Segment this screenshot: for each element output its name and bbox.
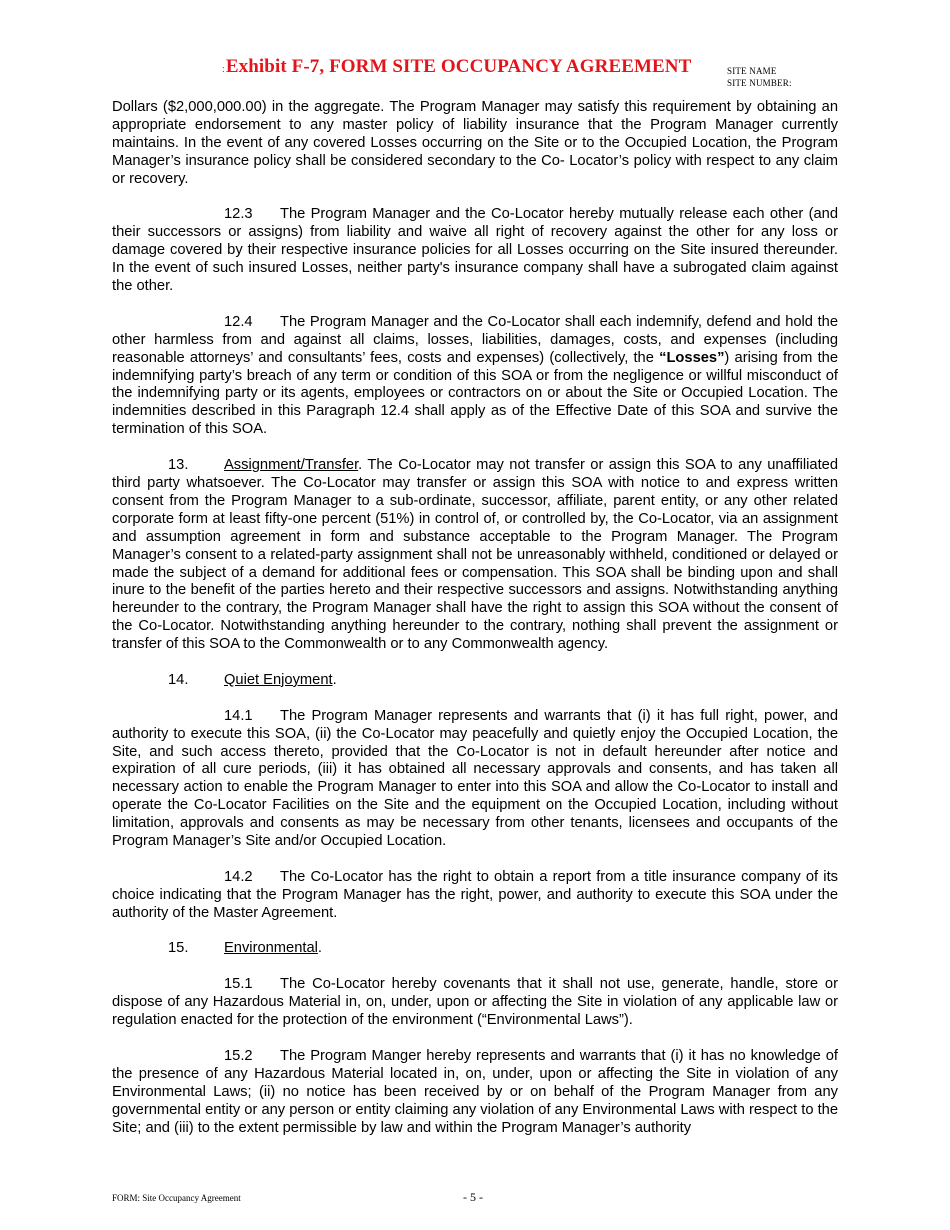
section-title: Quiet Enjoyment: [224, 671, 333, 688]
paragraph-number: 14.2: [224, 868, 253, 885]
section-title-period: .: [332, 671, 337, 688]
page-title: [222, 56, 691, 78]
paragraph-15-1: [112, 976, 838, 1030]
section-title-period: .: [317, 940, 322, 957]
defined-term: “Losses”: [659, 349, 725, 366]
paragraph-15-2: [112, 1048, 838, 1138]
page-number: - 5 -: [463, 1190, 483, 1204]
paragraph-number: 15.2: [224, 1047, 253, 1064]
paragraph-12-4: [112, 314, 838, 439]
section-text: . The Co-Locator may not transfer or assign this SOA to any unaffiliated third party whatsoever. The Co-Locator may transfer or assign this SOA with notice to and express written consent from the Program Manager to a sub-ordinate, successor, affiliate, parent entity, or any other related corporate form at least fifty-one percent (51%) in control of, or controlled by, the Co-Locator, via an assignment and assumption agreement in form and substance acceptable to the Program Manager. The Program Manager’s consent to a related-party assignment shall not be unreasonably withheld, conditioned or delayed or made the subject of a demand for additional fees or compensation. This SOA shall be binding upon and shall inure to the benefit of the parties hereto and their respective successors and assigns. Notwithstanding anything hereunder to the contrary, the Program Manager shall have the right to assign this SOA without the consent of the Co-Locator. Notwithstanding anything hereunder to the contrary, nothing shall prevent the assignment or transfer of this SOA to the Commonwealth or to any Commonwealth agency.: [112, 457, 838, 653]
paragraph-number: 15.1: [224, 976, 253, 993]
section-13: [112, 457, 838, 654]
document-body: [112, 99, 838, 1137]
section-15-heading: [112, 940, 838, 958]
section-14-heading: [112, 672, 838, 690]
paragraph-number: 12.3: [224, 206, 253, 223]
paragraph-text: ) arising from the indemnifying party’s breach of any term or condition of this SOA or from the negligence or willful misconduct of the indemnifying party or its agents, employees or contractors on or about the Site or Occupied Location. The indemnities described in this Paragraph 12.4 shall apply as of the Effective Date of this SOA and survive the termination of this SOA.: [112, 349, 838, 438]
section-number: 15.: [168, 940, 189, 957]
section-number: 13.: [168, 457, 189, 474]
paragraph-text: The Program Manager represents and warrants that (i) it has full right, power, and authority to execute this SOA, (ii) the Co-Locator may peacefully and quietly enjoy the Occupied Location, the Site, and such access thereto, provided that the Co-Locator is not in default hereunder after notice and expiration of all cure periods, (iii) it has obtained all necessary approvals and consents, and has taken all necessary action to enable the Program Manager to enter into this SOA and allow the Co-Locator to install and operate the Co-Locator Facilities on the Site and the equipment on the Occupied Location, including without limitation, approvals and consents as may be necessary from other tenants, licensees and occupants of the Program Manager’s Site and/or Occupied Location.: [112, 707, 838, 850]
paragraph-continuation: Dollars ($2,000,000.00) in the aggregate. The Program Manager may satisfy this requirement by obtaining an appropriate endorsement to any master policy of liability insurance that the Program Manager currently maintains. In the event of any covered Losses occurring on the Site or to the Occupied Location, the Program Manager’s insurance policy shall be considered secondary to the Co- Locator’s policy with respect to any claim or recovery.: [112, 99, 838, 187]
paragraph-text: The Program Manager and the Co-Locator shall each indemnify, defend and hold the other harmless from and against all claims, losses, liabilities, damages, costs, and expenses (including reasonable attorneys’ and consultants’ fees, costs and expenses) (collectively, the: [112, 313, 838, 366]
site-meta: [727, 65, 792, 89]
paragraph-text: The Co-Locator has the right to obtain a report from a title insurance company of its choice indicating that the Program Manager has the right, power, and authority to execute this SOA under the authority of the Master Agreement.: [112, 868, 838, 921]
section-title: Assignment/Transfer: [224, 457, 359, 474]
paragraph-number: 12.4: [224, 313, 253, 330]
title-prefix: :: [222, 64, 225, 75]
paragraph-text: The Co-Locator hereby covenants that it shall not use, generate, handle, store or dispose of any Hazardous Material in, on, under, upon or affecting the Site in violation of any applicable law or regulation enacted for the protection of the environment (“Environmental Laws”).: [112, 976, 838, 1029]
footer-form-label: FORM: Site Occupancy Agreement: [112, 1193, 241, 1203]
paragraph-14-2: [112, 869, 838, 923]
paragraph-text: The Program Manager and the Co-Locator hereby mutually release each other (and their successors or assigns) from liability and waive all right of recovery against the other for any loss or damage covered by their respective insurance policies for all Losses occurring on the Site insured thereunder. In the event of such insured Losses, neither party's insurance company shall have a subrogated claim against the other.: [112, 206, 838, 295]
paragraph-12-3: [112, 206, 838, 296]
paragraph-14-1: [112, 708, 838, 851]
section-title: Environmental: [224, 940, 318, 957]
site-number-label: SITE NUMBER:: [727, 78, 792, 88]
title-text: Exhibit F-7, FORM SITE OCCUPANCY AGREEMENT: [225, 56, 692, 77]
section-number: 14.: [168, 671, 189, 688]
paragraph-number: 14.1: [224, 707, 253, 724]
paragraph-text: The Program Manger hereby represents and warrants that (i) it has no knowledge of the presence of any Hazardous Material located in, on, under, upon or affecting the Site in violation of any Environmental Laws; (ii) no notice has been received by or on behalf of the Program Manager from any governmental entity or any person or entity claiming any violation of any Environmental Laws with respect to the Site; and (iii) to the extent permissible by law and within the Program Manager’s authority: [112, 1047, 838, 1136]
site-name-label: SITE NAME: [727, 66, 777, 76]
